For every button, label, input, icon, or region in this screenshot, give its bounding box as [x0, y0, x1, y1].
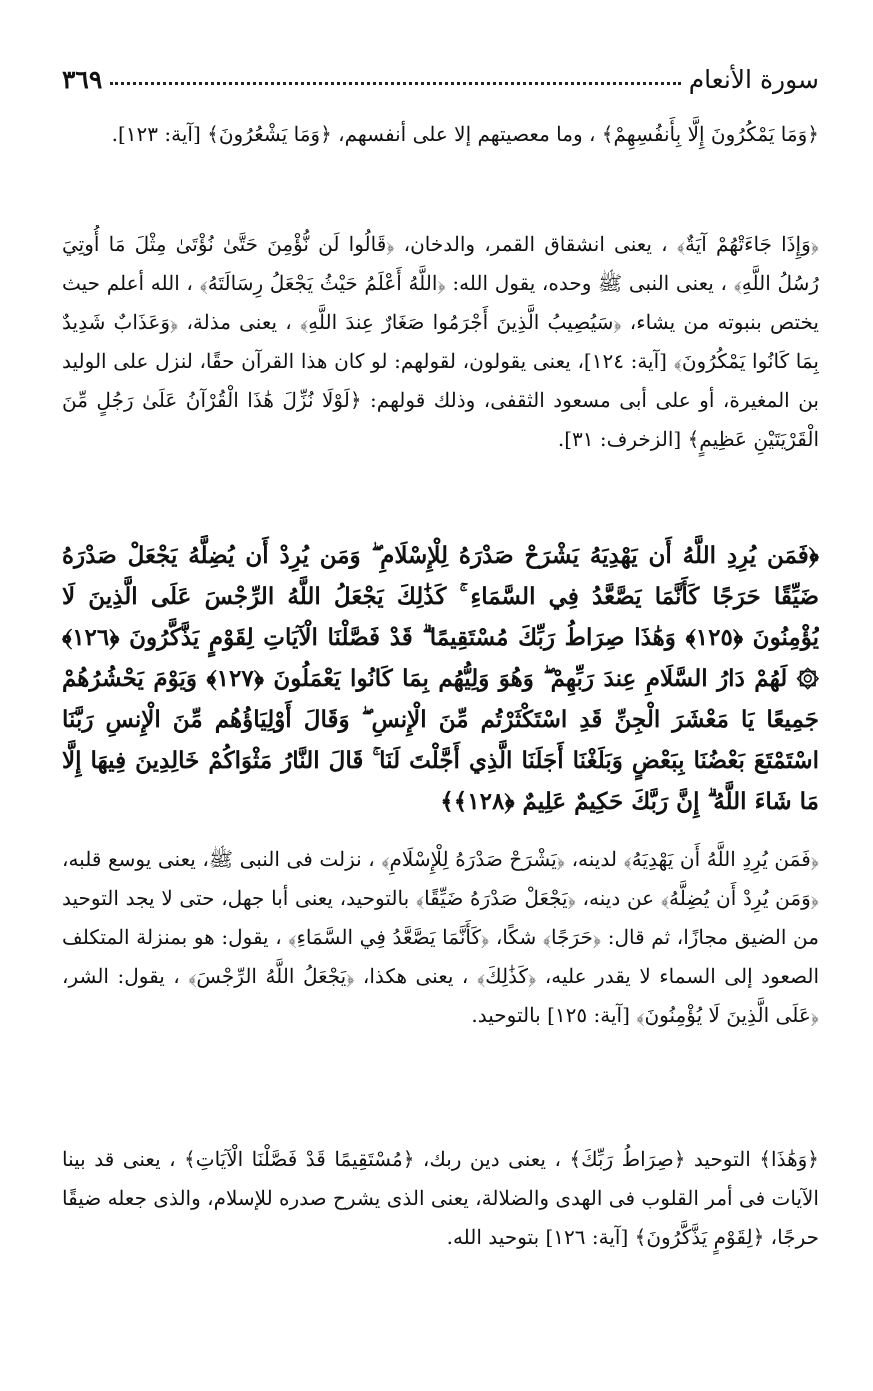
page-header: [62, 58, 819, 94]
page-number: ٣٦٩: [62, 65, 103, 94]
commentary-paragraph-1: ﴿وَمَا يَمْكُرُونَ إِلَّا بِأَنفُسِهِمْ﴾ ، وما معصيتهم إلا على أنفسهم، ﴿وَمَا يَشْعُرُونَ﴾ [آية: ١٢٣].: [111, 122, 819, 146]
commentary-paragraph-2: ﴿وَإِذَا جَاءَتْهُمْ آيَةٌ﴾ ، يعنى انشقاق القمر، والدخان، ﴿قَالُوا لَن نُّؤْمِنَ حَتَّىٰ نُؤْتَىٰ مِثْلَ مَا أُوتِيَ رُسُلُ اللَّهِ﴾ ، يعنى النبى ﷺ وحده، يقول الله: ﴿اللَّهُ أَعْلَمُ حَيْثُ يَجْعَلُ رِسَالَتَهُ﴾ ، الله أعلم حيث يختص بنبوته من يشاء، ﴿سَيُصِيبُ الَّذِينَ أَجْرَمُوا صَغَارٌ عِندَ اللَّهِ﴾ ، يعنى مذلة، ﴿وَعَذَابٌ شَدِيدٌ بِمَا كَانُوا يَمْكُرُونَ﴾ [آية: ١٢٤]، يعنى يقولون، لقولهم: لو كان هذا القرآن حقًا، لنزل على الوليد بن المغيرة، أو على أبى مسعود الثقفى، وذلك قولهم: ﴿لَوْلَا نُزِّلَ هَٰذَا الْقُرْآنُ عَلَىٰ رَجُلٍ مِّنَ الْقَرْيَتَيْنِ عَظِيمٍ﴾ [الزخرف: ٣١].: [62, 232, 819, 451]
header-dot-leader: [110, 82, 680, 85]
quran-verses-block: ﴿فَمَن يُرِدِ اللَّهُ أَن يَهْدِيَهُ يَشْرَحْ صَدْرَهُ لِلْإِسْلَامِ ۖ وَمَن يُرِدْ أَن يُضِلَّهُ يَجْعَلْ صَدْرَهُ ضَيِّقًا حَرَجًا كَأَنَّمَا يَصَّعَّدُ فِي السَّمَاءِ ۚ كَذَٰلِكَ يَجْعَلُ اللَّهُ الرِّجْسَ عَلَى الَّذِينَ لَا يُؤْمِنُونَ ﴿١٢٥﴾ وَهَٰذَا صِرَاطُ رَبِّكَ مُسْتَقِيمًا ۗ قَدْ فَصَّلْنَا الْآيَاتِ لِقَوْمٍ يَذَّكَّرُونَ ﴿١٢٦﴾ ۞ لَهُمْ دَارُ السَّلَامِ عِندَ رَبِّهِمْ ۖ وَهُوَ وَلِيُّهُم بِمَا كَانُوا يَعْمَلُونَ ﴿١٢٧﴾ وَيَوْمَ يَحْشُرُهُمْ جَمِيعًا يَا مَعْشَرَ الْجِنِّ قَدِ اسْتَكْثَرْتُم مِّنَ الْإِنسِ ۖ وَقَالَ أَوْلِيَاؤُهُم مِّنَ الْإِنسِ رَبَّنَا اسْتَمْتَعَ بَعْضُنَا بِبَعْضٍ وَبَلَغْنَا أَجَلَنَا الَّذِي أَجَّلْتَ لَنَا ۚ قَالَ النَّارُ مَثْوَاكُمْ خَالِدِينَ فِيهَا إِلَّا مَا شَاءَ اللَّهُ ۗ إِنَّ رَبَّكَ حَكِيمٌ عَلِيمٌ ﴿١٢٨﴾﴾: [62, 542, 819, 815]
commentary-paragraph-3: ﴿فَمَن يُرِدِ اللَّهُ أَن يَهْدِيَهُ﴾ لدينه، ﴿يَشْرَحْ صَدْرَهُ لِلْإِسْلَامِ﴾ ، نزلت فى النبى ﷺ، يعنى يوسع قلبه، ﴿وَمَن يُرِدْ أَن يُضِلَّهُ﴾ عن دينه، ﴿يَجْعَلْ صَدْرَهُ ضَيِّقًا﴾ بالتوحيد، يعنى أبا جهل، حتى لا يجد التوحيد من الضيق مجازًا، ثم قال: ﴿حَرَجًا﴾ شكًا، ﴿كَأَنَّمَا يَصَّعَّدُ فِي السَّمَاءِ﴾ ، يقول: هو بمنزلة المتكلف الصعود إلى السماء لا يقدر عليه، ﴿كَذَٰلِكَ﴾ ، يعنى هكذا، ﴿يَجْعَلُ اللَّهُ الرِّجْسَ﴾ ، يقول: الشر، ﴿عَلَى الَّذِينَ لَا يُؤْمِنُونَ﴾ [آية: ١٢٥] بالتوحيد.: [62, 847, 819, 1027]
commentary-paragraph-4: ﴿وَهَٰذَا﴾ التوحيد ﴿صِرَاطُ رَبِّكَ﴾ ، يعنى دين ربك، ﴿مُسْتَقِيمًا قَدْ فَصَّلْنَا الْآيَاتِ﴾ ، يعنى قد بينا الآيات فى أمر القلوب فى الهدى والضلالة، يعنى الذى يشرح صدره للإسلام، والذى جعله ضيقًا حرجًا، ﴿لِقَوْمٍ يَذَّكَّرُونَ﴾ [آية: ١٢٦] بتوحيد الله.: [62, 1147, 819, 1249]
sura-title: سورة الأنعام: [688, 65, 819, 94]
